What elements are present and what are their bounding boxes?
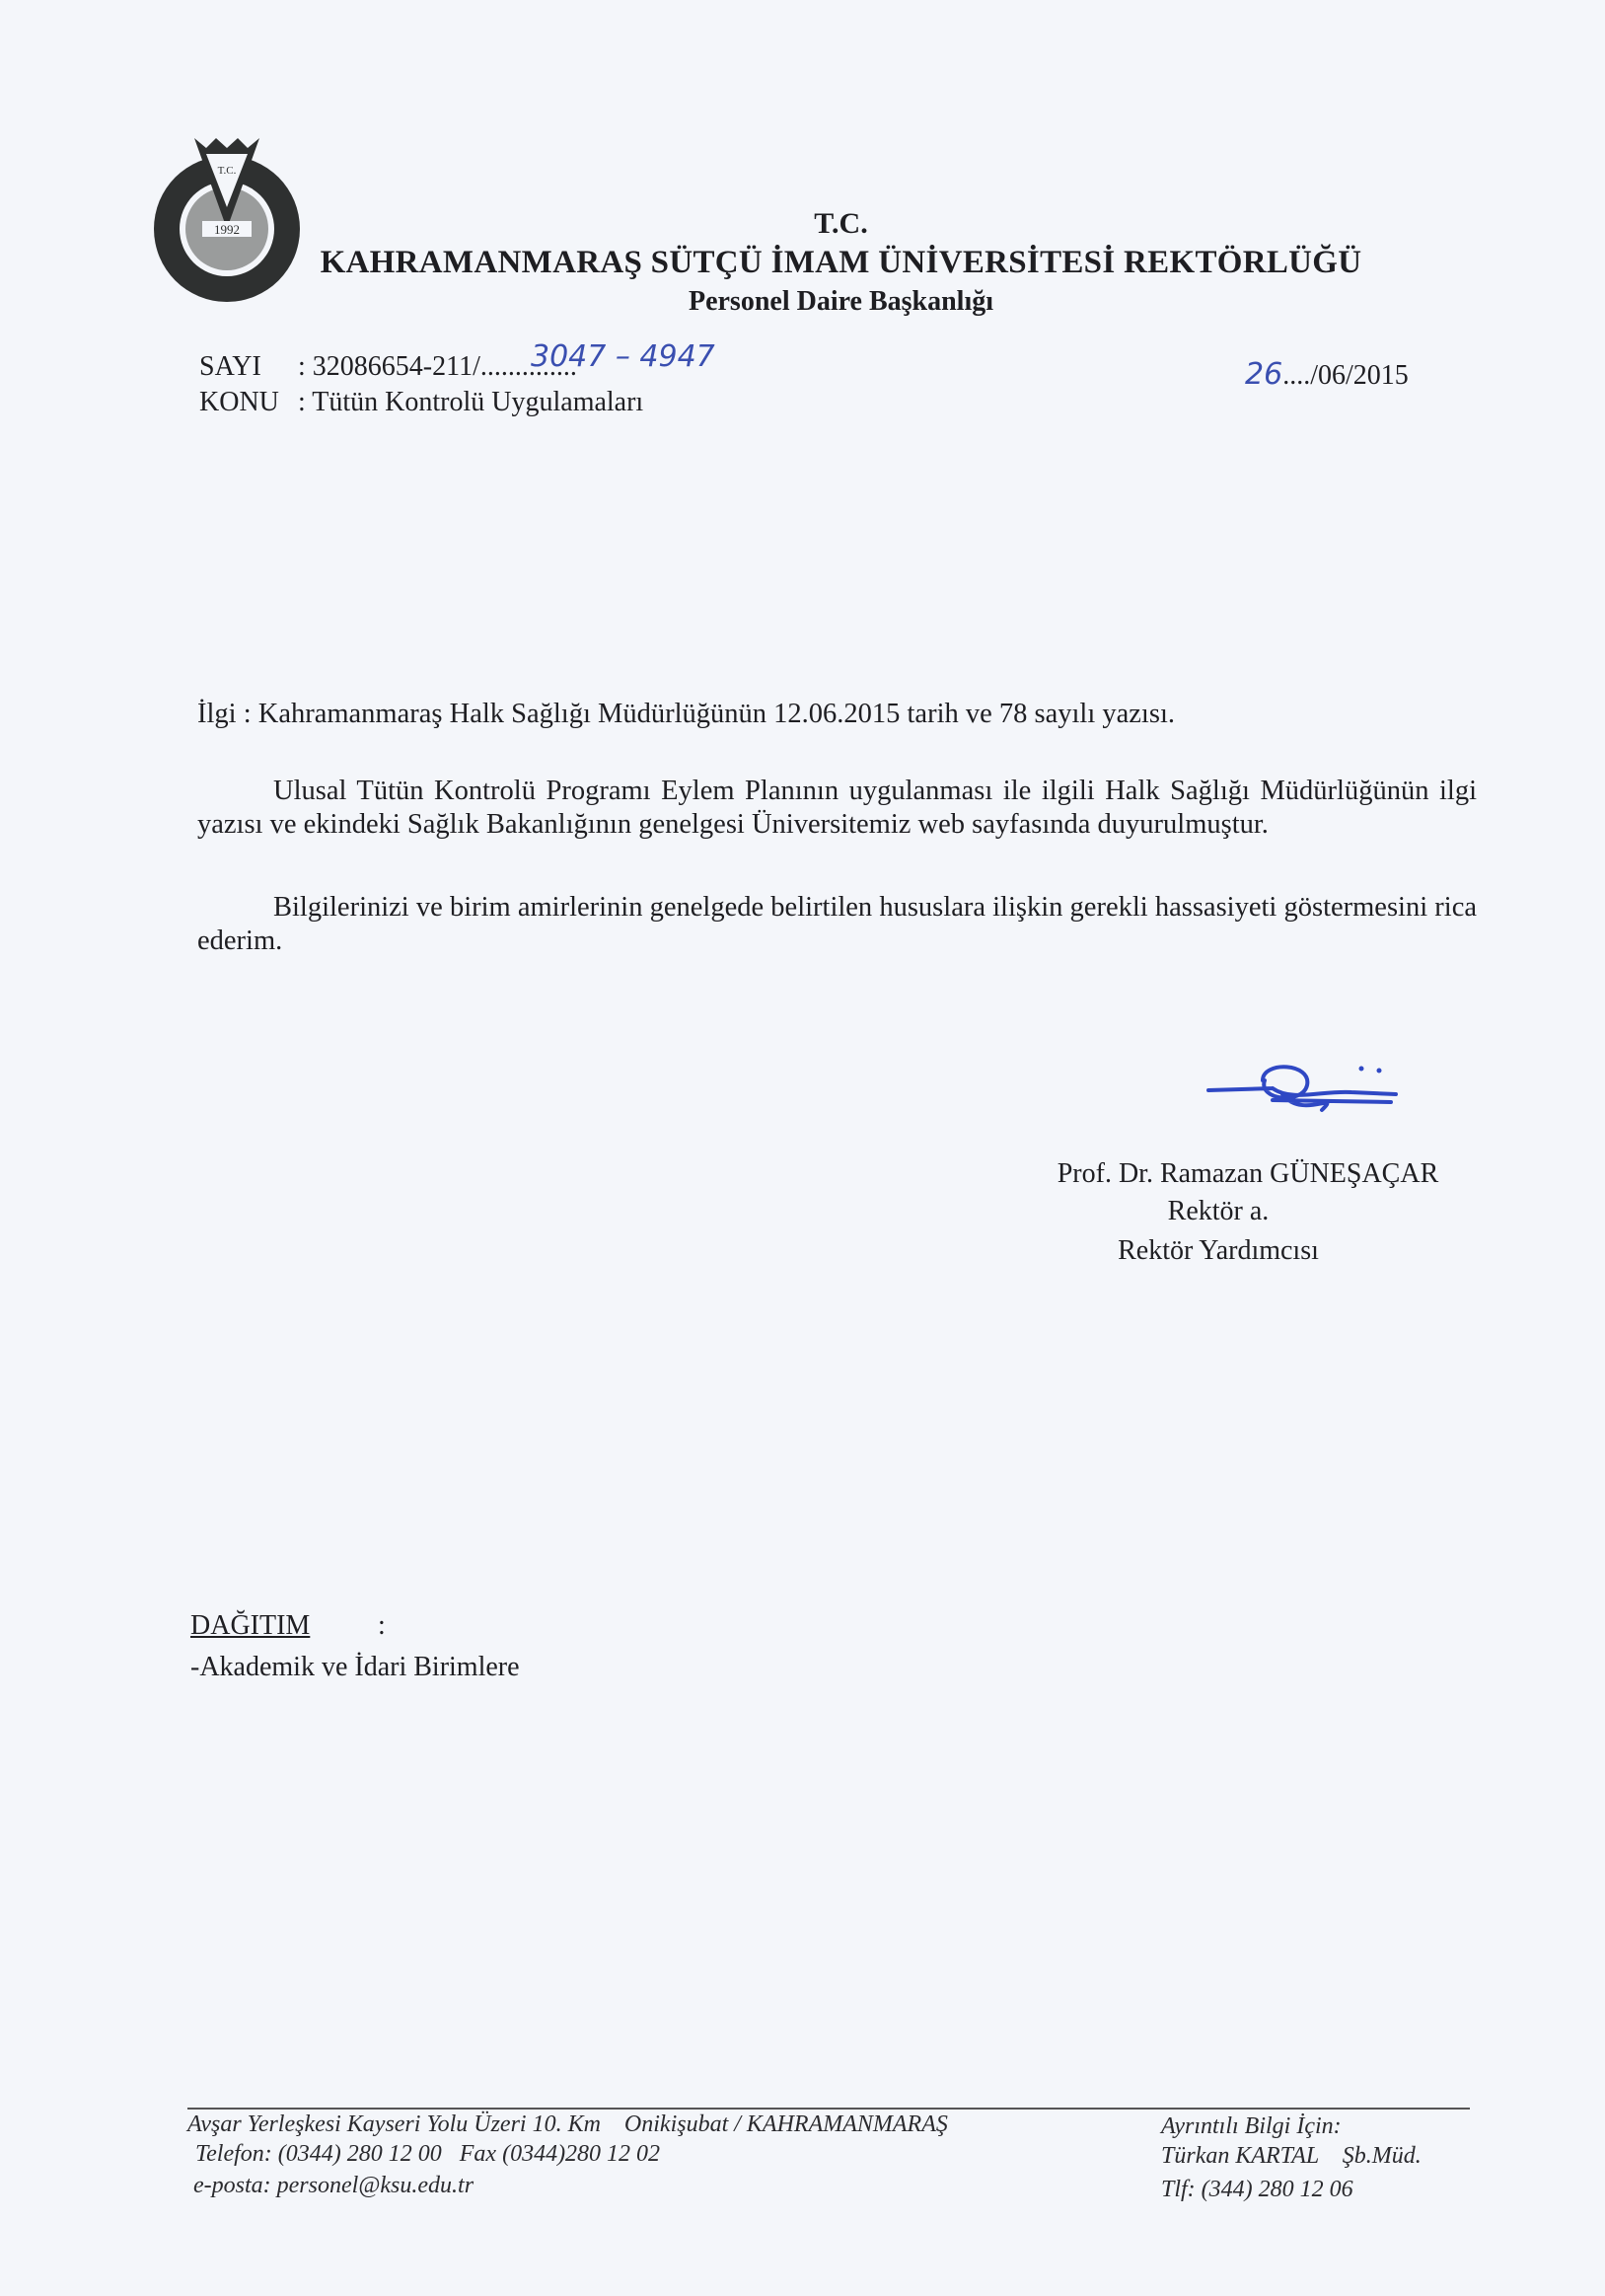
konu-value: : Tütün Kontrolü Uygulamaları xyxy=(298,387,644,417)
organization-title: KAHRAMANMARAŞ SÜTÇÜ İMAM ÜNİVERSİTESİ REKTÖRLÜĞÜ xyxy=(320,245,1362,280)
signatory-title-1: Rektör a. xyxy=(1167,1196,1270,1226)
header-tc: T.C. xyxy=(814,207,868,240)
footer-email: e-posta: personel@ksu.edu.tr xyxy=(193,2173,474,2198)
sayi-handwritten: 3047 – 4947 xyxy=(531,339,715,374)
body-paragraphs xyxy=(197,775,1477,958)
footer-contact: Türkan KARTAL Şb.Müd. xyxy=(1161,2143,1422,2169)
konu-label: KONU xyxy=(199,387,279,417)
handwritten-signature xyxy=(1204,1051,1401,1145)
date-day-handwritten: 26 xyxy=(1245,357,1283,392)
distribution-item: -Akademik ve İdari Birimlere xyxy=(190,1652,520,1682)
date xyxy=(1245,357,1409,392)
footer-address: Avşar Yerleşkesi Kayseri Yolu Üzeri 10. Km Onikişubat / KAHRAMANMARAŞ xyxy=(187,2111,948,2137)
footer-divider xyxy=(187,2108,1470,2110)
footer-info-label: Ayrıntılı Bilgi İçin: xyxy=(1161,2113,1342,2139)
ilgi-line: İlgi : Kahramanmaraş Halk Sağlığı Müdürlüğünün 12.06.2015 tarih ve 78 sayılı yazısı. xyxy=(197,699,1175,729)
distribution-colon: : xyxy=(378,1610,386,1641)
signatory-name: Prof. Dr. Ramazan GÜNEŞAÇAR xyxy=(1057,1158,1439,1189)
sayi-line xyxy=(199,351,577,383)
svg-text:T.C.: T.C. xyxy=(217,165,237,177)
sayi-value: : 32086654-211/.............. xyxy=(298,351,577,382)
footer-contact-phone: Tlf: (344) 280 12 06 xyxy=(1161,2177,1353,2202)
footer-phone: Telefon: (0344) 280 12 00 Fax (0344)280 12 02 xyxy=(195,2141,661,2167)
signatory-title-2: Rektör Yardımcısı xyxy=(1118,1235,1319,1266)
department-title: Personel Daire Başkanlığı xyxy=(688,286,994,317)
distribution-label-text: DAĞITIM xyxy=(190,1610,311,1641)
date-rest: ..../06/2015 xyxy=(1282,360,1409,391)
sayi-label: SAYI xyxy=(199,351,261,382)
paragraph: Bilgilerinizi ve birim amirlerinin genelgede belirtilen hususlara ilişkin gerekli hassasiyeti göstermesini rica ederim. xyxy=(197,892,1477,956)
paragraph: Ulusal Tütün Kontrolü Programı Eylem Planının uygulanması ile ilgili Halk Sağlığı Müdürlüğünün ilgi yazısı ve ekindeki Sağlık Bakanlığının genelgesi Üniversitemiz web sayfasında duyurulmuştur. xyxy=(197,776,1477,840)
distribution-label xyxy=(190,1610,386,1642)
svg-text:1992: 1992 xyxy=(214,222,240,237)
konu-line xyxy=(199,387,643,418)
